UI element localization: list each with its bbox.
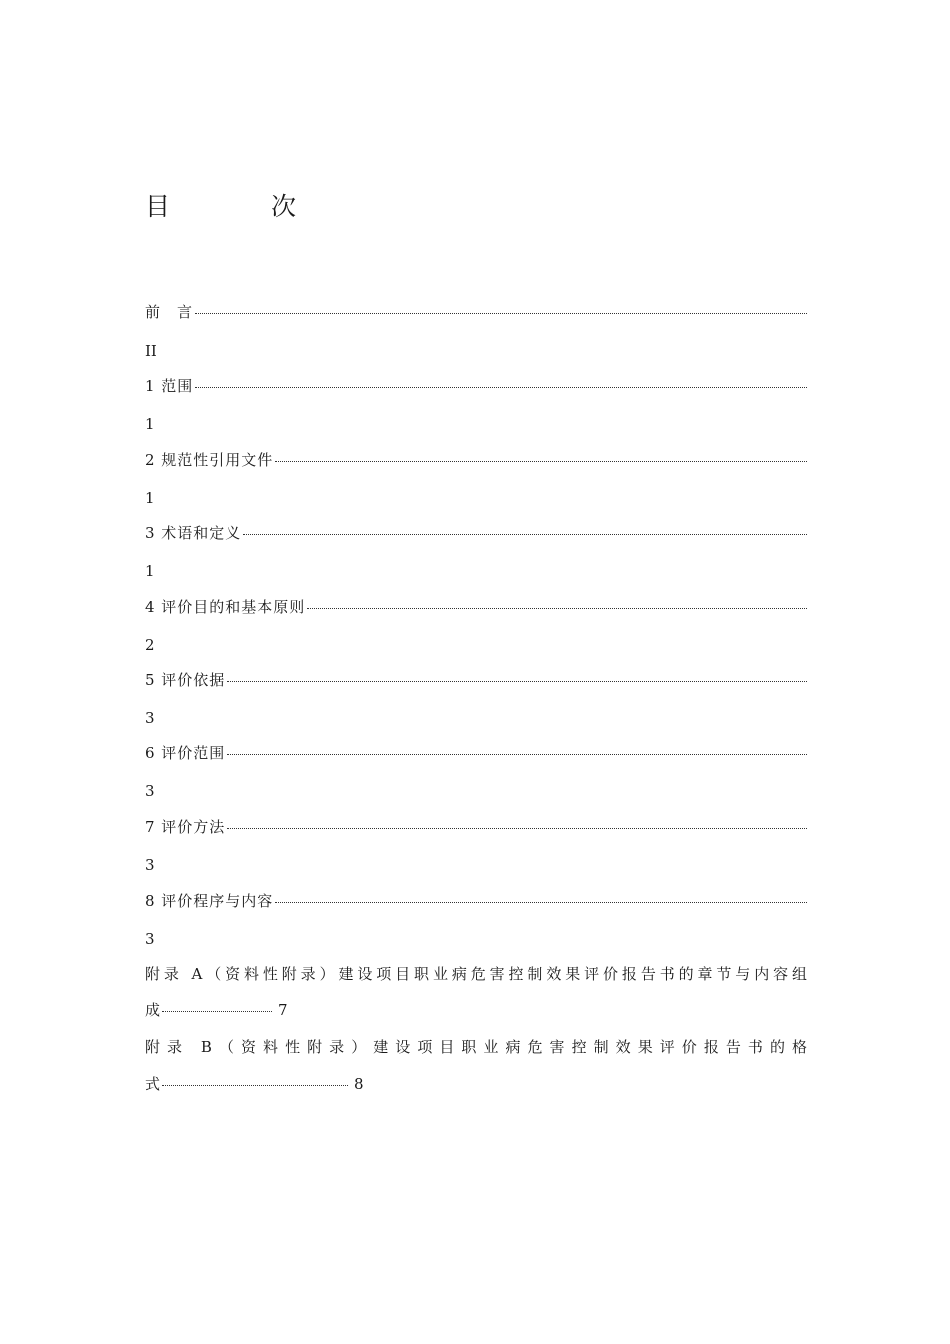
toc-entry-label: 8 评价程序与内容: [145, 892, 274, 910]
toc-entry-7[interactable]: [145, 817, 807, 837]
toc-entry-label: 6 评价范围: [145, 744, 226, 762]
toc-entry-label: 4 评价目的和基本原则: [145, 598, 306, 616]
toc-dot-leader: [227, 754, 807, 755]
toc-page-number: 1: [145, 562, 155, 580]
toc-page-number: 3: [145, 782, 155, 800]
toc-dot-leader: [275, 461, 807, 462]
toc-entry-label: 2 规范性引用文件: [145, 451, 274, 469]
toc-entry-appendix-b-cont[interactable]: [145, 1074, 364, 1094]
toc-entry-2[interactable]: [145, 450, 807, 470]
toc-entry-3[interactable]: [145, 523, 807, 543]
toc-dot-leader: [227, 681, 807, 682]
toc-entry-appendix-a[interactable]: 附录 A（资料性附录）建设项目职业病危害控制效果评价报告书的章节与内容组: [145, 965, 807, 983]
toc-dot-leader: [307, 608, 807, 609]
toc-entry-6[interactable]: [145, 743, 807, 763]
toc-entry-foreword[interactable]: [145, 302, 807, 322]
toc-page-number: 8: [354, 1075, 364, 1093]
toc-entry-label: 3 术语和定义: [145, 524, 242, 542]
toc-page-number: 3: [145, 709, 155, 727]
toc-dot-leader: [195, 313, 807, 314]
toc-dot-leader: [162, 1085, 348, 1086]
toc-dot-leader: [243, 534, 807, 535]
toc-dot-leader: [275, 902, 807, 903]
toc-entry-label: 前 言: [145, 303, 194, 321]
toc-entry-label: 7 评价方法: [145, 818, 226, 836]
toc-dot-leader: [162, 1011, 272, 1012]
toc-page-number: 7: [278, 1001, 288, 1019]
toc-entry-label: 式: [145, 1075, 161, 1093]
toc-entry-appendix-b[interactable]: 附录 B（资料性附录）建设项目职业病危害控制效果评价报告书的格: [145, 1038, 807, 1056]
toc-page-number: 1: [145, 489, 155, 507]
toc-entry-appendix-a-cont[interactable]: [145, 1000, 288, 1020]
toc-dot-leader: [195, 387, 807, 388]
toc-page-number: II: [145, 342, 157, 360]
toc-page-number: 3: [145, 856, 155, 874]
toc-page-number: 1: [145, 415, 155, 433]
toc-entry-label: 1 范围: [145, 377, 194, 395]
toc-entry-5[interactable]: [145, 670, 807, 690]
toc-dot-leader: [227, 828, 807, 829]
toc-page-number: 2: [145, 636, 155, 654]
toc-entry-label: 成: [145, 1001, 161, 1019]
toc-page-number: 3: [145, 930, 155, 948]
toc-entry-4[interactable]: [145, 597, 807, 617]
toc-entry-1[interactable]: [145, 376, 807, 396]
toc-entry-label: 5 评价依据: [145, 671, 226, 689]
toc-entry-8[interactable]: [145, 891, 807, 911]
page-title: 目 次: [145, 192, 335, 221]
